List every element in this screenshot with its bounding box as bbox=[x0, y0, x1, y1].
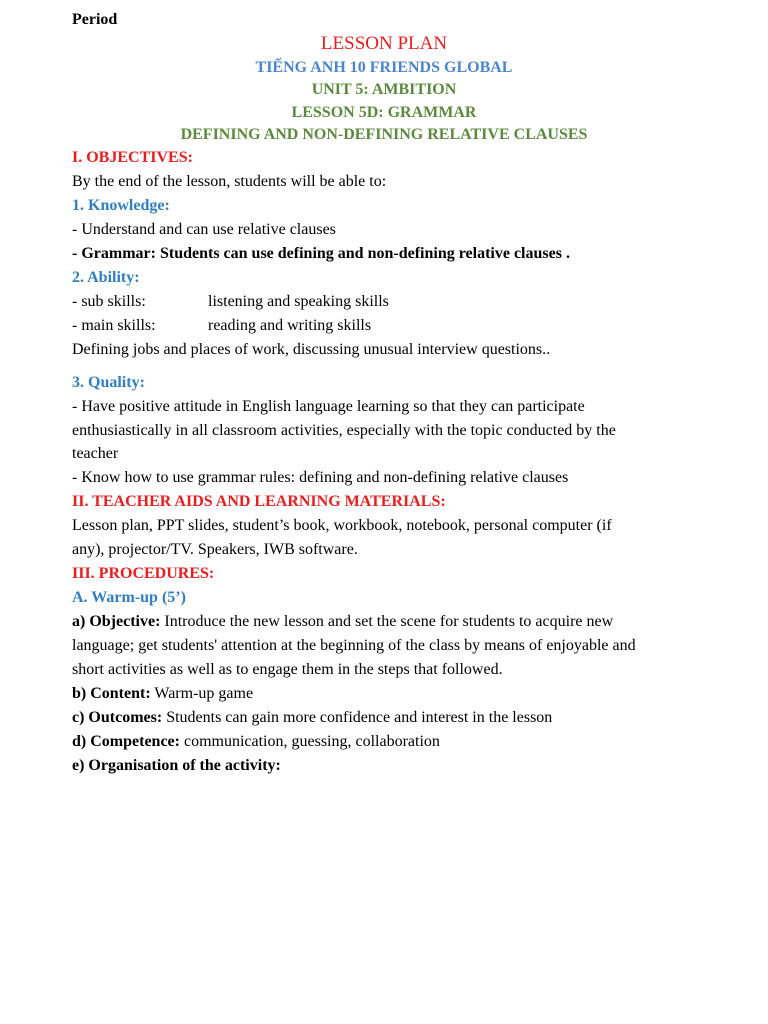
warmup-competence-line bbox=[72, 730, 440, 754]
competence-value: communication, guessing, collaboration bbox=[179, 733, 440, 750]
knowledge-heading: 1. Knowledge: bbox=[72, 197, 170, 214]
knowledge-grammar-line: - Grammar: Students can use defining and non-defining relative clauses . bbox=[72, 245, 570, 262]
knowledge-line: - Understand and can use relative clauses bbox=[72, 221, 336, 238]
lesson-title: LESSON 5D: GRAMMAR bbox=[291, 104, 477, 121]
outcomes-label: c) Outcomes: bbox=[72, 709, 163, 726]
warmup-objective-line-3: short activities as well as to engage them in the steps that followed. bbox=[72, 661, 503, 678]
aids-line-2: any), projector/TV. Speakers, IWB software. bbox=[72, 541, 358, 558]
warmup-objective-line-2: language; get students' attention at the beginning of the class by means of enjoyable and bbox=[72, 637, 636, 654]
topic-title: DEFINING AND NON-DEFINING RELATIVE CLAUSES bbox=[180, 126, 588, 143]
organisation-heading: e) Organisation of the activity: bbox=[72, 757, 281, 774]
procedures-heading: III. PROCEDURES: bbox=[72, 565, 215, 582]
content-value: Warm-up game bbox=[150, 685, 254, 702]
warmup-outcomes-line bbox=[72, 706, 552, 730]
quality-heading: 3. Quality: bbox=[72, 374, 145, 391]
aids-heading: II. TEACHER AIDS AND LEARNING MATERIALS: bbox=[72, 493, 446, 510]
competence-label: d) Competence: bbox=[72, 733, 180, 750]
quality-line-2: enthusiastically in all classroom activities, especially with the topic conducted by the bbox=[72, 422, 616, 439]
objective-label: a) Objective: bbox=[72, 613, 161, 630]
quality-line-1: - Have positive attitude in English language learning so that they can participate bbox=[72, 398, 585, 415]
warmup-objective-line-1 bbox=[72, 610, 613, 634]
sub-skills-row bbox=[72, 290, 492, 314]
content-label: b) Content: bbox=[72, 685, 151, 702]
aids-line-1: Lesson plan, PPT slides, student’s book, workbook, notebook, personal computer (if bbox=[72, 517, 612, 534]
main-skills-row bbox=[72, 314, 492, 338]
sub-skills-label: - sub skills: bbox=[72, 293, 146, 310]
main-skills-value: reading and writing skills bbox=[208, 317, 372, 334]
warmup-content-line bbox=[72, 682, 253, 706]
ability-heading: 2. Ability: bbox=[72, 269, 140, 286]
warmup-heading: A. Warm-up (5’) bbox=[72, 589, 186, 606]
quality-line-4: - Know how to use grammar rules: defining and non-defining relative clauses bbox=[72, 469, 569, 486]
ability-description: Defining jobs and places of work, discussing unusual interview questions.. bbox=[72, 341, 551, 358]
lesson-plan-title: LESSON PLAN bbox=[320, 33, 448, 54]
objectives-heading: I. OBJECTIVES: bbox=[72, 149, 193, 166]
objectives-intro: By the end of the lesson, students will be able to: bbox=[72, 173, 387, 190]
quality-line-3: teacher bbox=[72, 445, 119, 462]
sub-skills-value: listening and speaking skills bbox=[208, 293, 389, 310]
objective-text: Introduce the new lesson and set the scene for students to acquire new bbox=[160, 613, 614, 630]
course-title: TIẾNG ANH 10 FRIENDS GLOBAL bbox=[255, 59, 513, 76]
period-label: Period bbox=[72, 11, 118, 28]
unit-title: UNIT 5: AMBITION bbox=[311, 81, 457, 98]
outcomes-value: Students can gain more confidence and interest in the lesson bbox=[162, 709, 553, 726]
main-skills-label: - main skills: bbox=[72, 317, 156, 334]
